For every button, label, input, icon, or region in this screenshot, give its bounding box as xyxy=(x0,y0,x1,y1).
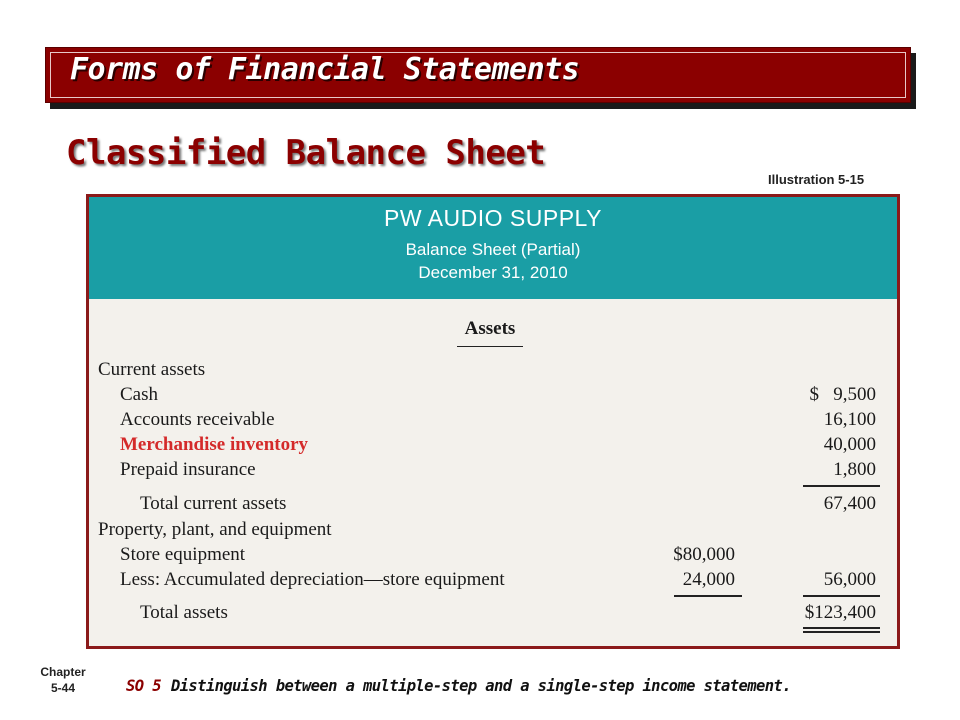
total-double-underline-2 xyxy=(803,631,880,633)
row-amount: 16,100 xyxy=(823,409,876,430)
slide-subtitle: Classified Balance Sheet xyxy=(66,133,546,173)
study-objective-label: SO 5 xyxy=(126,677,161,695)
row-label: Cash xyxy=(120,384,158,405)
total-double-underline-1 xyxy=(803,627,880,629)
row-amount: 1,800 xyxy=(833,459,876,480)
statement-title: Balance Sheet (Partial) xyxy=(405,240,581,259)
row-label: Current assets xyxy=(98,359,206,380)
row-label: Total assets xyxy=(140,602,228,623)
statement-header xyxy=(89,197,897,299)
row-amount: 40,000 xyxy=(823,434,876,455)
row-amount: $ 9,500 xyxy=(809,384,876,405)
row-amount-col1: $80,000 xyxy=(673,544,735,565)
row-label: Store equipment xyxy=(120,544,246,565)
study-objective xyxy=(126,677,791,695)
row-amount: 67,400 xyxy=(823,493,876,514)
row-amount-col1: 24,000 xyxy=(682,569,735,590)
company-name: PW AUDIO SUPPLY xyxy=(384,205,602,231)
col1-underline xyxy=(674,595,742,597)
title-banner xyxy=(45,47,911,103)
study-objective-text: Distinguish between a multiple-step and a single-step income statement. xyxy=(170,677,791,695)
chapter-label: Chapter xyxy=(40,665,86,679)
row-amount: 56,000 xyxy=(823,569,876,590)
chapter-marker xyxy=(34,664,92,696)
balance-sheet xyxy=(86,194,900,649)
row-label: Total current assets xyxy=(140,493,287,514)
row-amount: $123,400 xyxy=(804,602,876,623)
subtotal-underline xyxy=(803,485,880,487)
assets-heading: Assets xyxy=(457,318,523,347)
slide-title: Forms of Financial Statements xyxy=(70,52,580,87)
row-label: Accounts receivable xyxy=(120,409,275,430)
row-label: Property, plant, and equipment xyxy=(98,519,332,540)
statement-date: December 31, 2010 xyxy=(418,263,568,282)
row-label: Prepaid insurance xyxy=(120,459,256,480)
illustration-label: Illustration 5-15 xyxy=(768,172,865,187)
row-label: Less: Accumulated depreciation—store equipment xyxy=(120,569,505,590)
subtotal-underline xyxy=(803,595,880,597)
chapter-page: 5-44 xyxy=(50,681,76,695)
row-label-highlighted: Merchandise inventory xyxy=(120,434,309,455)
